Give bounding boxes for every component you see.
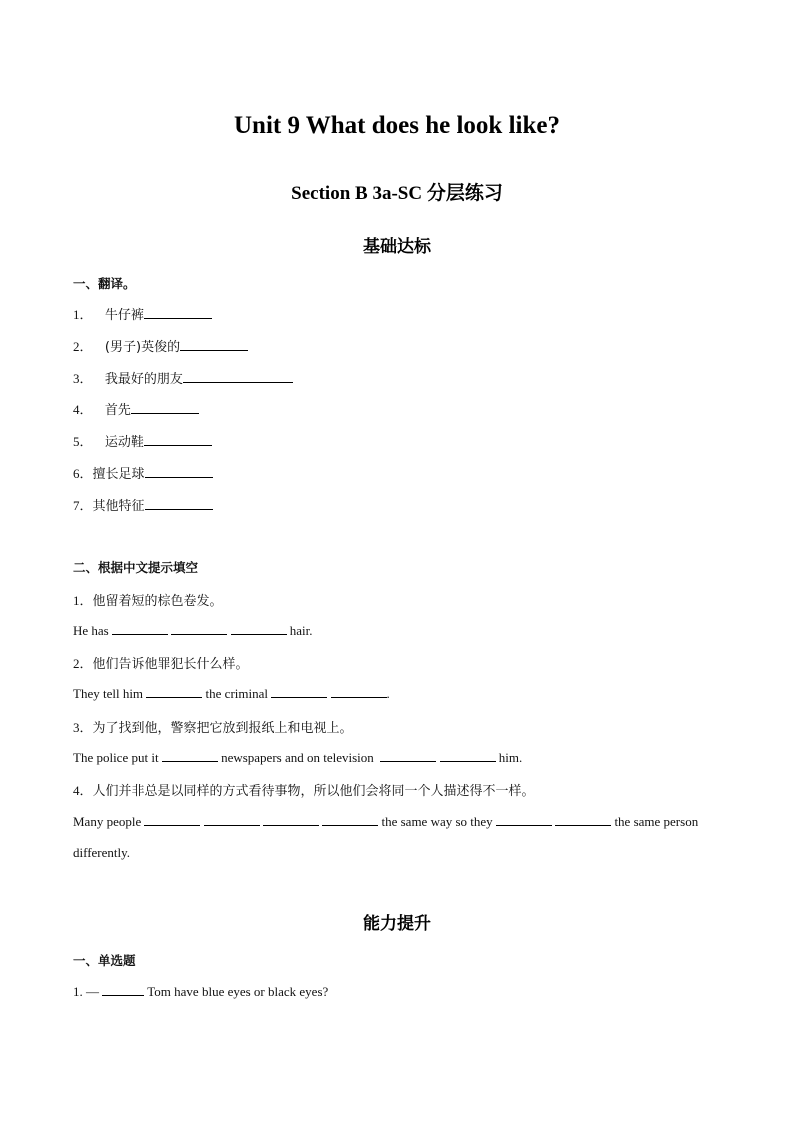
answer-blank[interactable] xyxy=(183,370,293,383)
item-number: 6． xyxy=(73,466,93,481)
sentence-text: the criminal xyxy=(205,686,268,701)
answer-blank[interactable] xyxy=(162,749,218,762)
answer-blank[interactable] xyxy=(331,685,387,698)
question-prompt: 人们并非总是以同样的方式看待事物，所以他们会将同一个人描述得不一样。 xyxy=(92,784,535,799)
item-text: 牛仔裤 xyxy=(104,308,144,323)
item-text: 其他特征 xyxy=(92,499,145,514)
item-number: 1． xyxy=(73,307,93,322)
question-prompt: 他们告诉他罪犯长什么样。 xyxy=(92,657,249,672)
section-heading-multiple-choice: 一、单选题 xyxy=(73,953,136,968)
sentence-text: differently. xyxy=(73,845,131,860)
answer-blank[interactable] xyxy=(496,813,552,826)
sentence-text: Many people xyxy=(73,814,142,829)
item-number: 7． xyxy=(73,498,93,513)
question-english xyxy=(73,622,313,639)
question-chinese xyxy=(73,717,353,736)
list-item xyxy=(73,336,248,355)
answer-blank[interactable] xyxy=(231,622,287,635)
sentence-text: the same person xyxy=(614,814,699,829)
part-title-basic: 基础达标 xyxy=(363,237,431,257)
question-english xyxy=(73,749,522,766)
item-text: 我最好的朋友 xyxy=(104,372,183,387)
list-item xyxy=(73,368,293,387)
question-english xyxy=(73,685,390,702)
answer-blank[interactable] xyxy=(146,685,202,698)
answer-blank[interactable] xyxy=(322,813,378,826)
item-text: 首先 xyxy=(104,403,131,418)
answer-blank[interactable] xyxy=(144,433,212,446)
question-english xyxy=(73,813,698,830)
sentence-text: He has xyxy=(73,623,109,638)
list-item xyxy=(73,495,213,514)
answer-blank[interactable] xyxy=(131,401,199,414)
item-number: 2． xyxy=(73,339,93,354)
question-number: 2． xyxy=(73,656,93,671)
answer-blank[interactable] xyxy=(271,685,327,698)
question-english-continued xyxy=(73,845,130,861)
item-text: 运动鞋 xyxy=(104,435,144,450)
page-subtitle: Section B 3a-SC 分层练习 xyxy=(291,183,503,204)
question-number: 3． xyxy=(73,720,93,735)
answer-blank[interactable] xyxy=(112,622,168,635)
section-heading-fill-in: 二、根据中文提示填空 xyxy=(73,560,199,575)
answer-blank[interactable] xyxy=(171,622,227,635)
answer-blank[interactable] xyxy=(204,813,260,826)
question-english xyxy=(73,983,328,1000)
question-prompt: 他留着短的棕色卷发。 xyxy=(92,594,223,609)
section-heading-translate: 一、翻译。 xyxy=(73,276,136,291)
question-number: 4． xyxy=(73,783,93,798)
answer-blank[interactable] xyxy=(263,813,319,826)
sentence-text: him. xyxy=(498,750,523,765)
sentence-text: . xyxy=(386,686,390,701)
part-title-advanced: 能力提升 xyxy=(363,914,431,934)
answer-blank[interactable] xyxy=(102,983,144,996)
answer-blank[interactable] xyxy=(555,813,611,826)
answer-blank[interactable] xyxy=(145,465,213,478)
question-number: 1． xyxy=(73,593,93,608)
answer-blank[interactable] xyxy=(380,749,436,762)
list-item xyxy=(73,463,213,482)
item-number: 4． xyxy=(73,402,93,417)
page-title: Unit 9 What does he look like? xyxy=(234,112,560,139)
list-item xyxy=(73,431,212,450)
sentence-text: hair. xyxy=(289,623,313,638)
question-prompt: 为了找到他，警察把它放到报纸上和电视上。 xyxy=(92,721,353,736)
question-number: 1. xyxy=(73,984,83,999)
item-number: 5． xyxy=(73,434,93,449)
list-item xyxy=(73,399,199,418)
answer-blank[interactable] xyxy=(440,749,496,762)
question-chinese xyxy=(73,590,223,609)
question-chinese xyxy=(73,653,249,672)
answer-blank[interactable] xyxy=(180,338,248,351)
sentence-text: The police put it xyxy=(73,750,159,765)
answer-blank[interactable] xyxy=(144,813,200,826)
item-text: (男子)英俊的 xyxy=(104,340,181,355)
sentence-text: Tom have blue eyes or black eyes? xyxy=(147,984,329,999)
question-chinese xyxy=(73,780,535,799)
item-number: 3． xyxy=(73,371,93,386)
answer-blank[interactable] xyxy=(144,306,212,319)
answer-blank[interactable] xyxy=(145,497,213,510)
sentence-text: They tell him xyxy=(73,686,144,701)
item-text: 擅长足球 xyxy=(92,467,145,482)
sentence-text: the same way so they xyxy=(381,814,493,829)
dialogue-dash: — xyxy=(86,984,99,999)
list-item xyxy=(73,304,212,323)
sentence-text: newspapers and on television xyxy=(221,750,374,765)
